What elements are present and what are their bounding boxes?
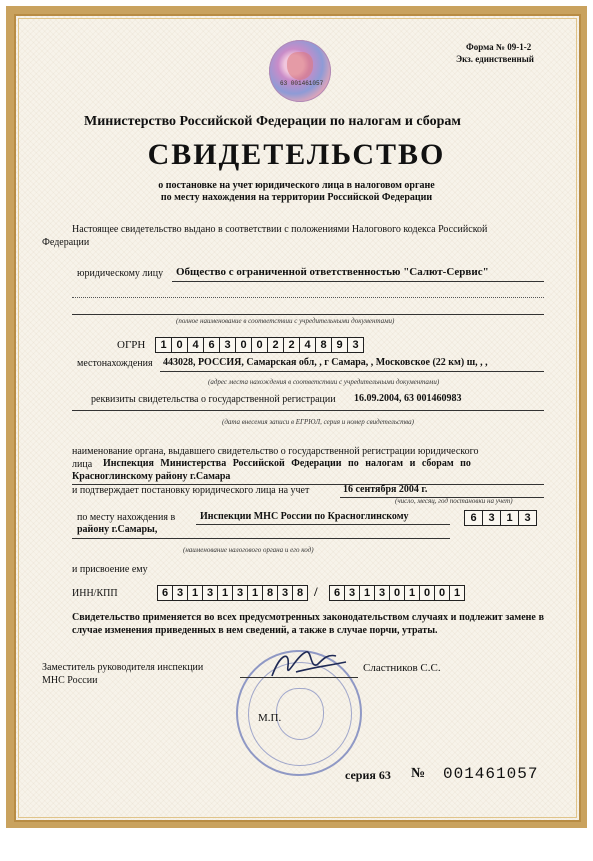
- inn-digit: 8: [262, 585, 277, 601]
- inn-digit-boxes: [157, 585, 308, 601]
- inn-digit: 3: [202, 585, 217, 601]
- tax-office-code-digit: 3: [518, 510, 537, 526]
- inn-kpp-separator: /: [314, 584, 318, 599]
- entity-extra-line-2: [72, 314, 544, 315]
- ogrn-digit: 6: [203, 337, 219, 353]
- signature-line: [240, 677, 358, 678]
- authority-label-line1: наименование органа, выдавшего свидетельство о государственной регистрации юридического: [72, 446, 479, 457]
- signer-position-line2: МНС России: [42, 675, 98, 686]
- ogrn-digit: 8: [315, 337, 331, 353]
- ogrn-digit: 0: [171, 337, 187, 353]
- ogrn-digit: 1: [155, 337, 171, 353]
- page-title: СВИДЕТЕЛЬСТВО: [147, 138, 446, 171]
- tax-office-code-digit: 1: [500, 510, 518, 526]
- inn-digit: 1: [217, 585, 232, 601]
- tax-office-value-line1: Инспекции МНС России по Красноглинскому: [200, 511, 409, 522]
- ogrn-digit: 9: [331, 337, 347, 353]
- ogrn-digit: 2: [267, 337, 283, 353]
- tax-office-label: по месту нахождения в: [77, 512, 176, 523]
- kpp-digit: 1: [404, 585, 419, 601]
- kpp-digit: 3: [374, 585, 389, 601]
- hologram-emblem: [269, 40, 331, 102]
- ogrn-digit: 3: [347, 337, 364, 353]
- subtitle-line2: по месту нахождения на территории Российской Федерации: [160, 192, 433, 203]
- entity-label: юридическому лицу: [77, 268, 164, 279]
- ogrn-digit: 0: [235, 337, 251, 353]
- location-underline: [160, 371, 544, 372]
- hologram-number: 63 001461057: [280, 80, 324, 87]
- confirm-caption: (число, месяц, год постановки на учет): [395, 497, 513, 505]
- kpp-digit: 6: [329, 585, 344, 601]
- serial-label: серия 63: [345, 768, 391, 782]
- ogrn-digit: 0: [251, 337, 267, 353]
- confirm-label: и подтверждает постановку юридического лица на учет: [72, 485, 310, 496]
- ogrn-digit-boxes: [155, 337, 364, 353]
- location-label: местонахождения: [77, 358, 153, 369]
- requisites-value: 16.09.2004, 63 001460983: [354, 393, 462, 404]
- subtitle-line1: о постановке на учет юридического лица в налоговом органе: [158, 180, 435, 191]
- intro-text-line2: Федерации: [42, 237, 90, 248]
- ogrn-digit: 4: [187, 337, 203, 353]
- kpp-digit: 3: [344, 585, 359, 601]
- copy-label: Экз. единственный: [456, 54, 534, 64]
- tax-office-code-digit: 3: [482, 510, 500, 526]
- requisites-caption: (дата внесения записи в ЕГРЮЛ, серия и номер свидетельства): [222, 418, 414, 426]
- inn-digit: 3: [277, 585, 292, 601]
- tax-office-underline-1: [196, 524, 450, 525]
- kpp-digit: 0: [419, 585, 434, 601]
- validity-text: Свидетельство применяется во всех предусмотренных законодательством случаях и подлежит замене в случае изменения приведенных в нем сведений, а также в случае порчи, утраты.: [72, 612, 544, 636]
- authority-prefix: лица: [72, 459, 93, 470]
- ogrn-label: ОГРН: [117, 339, 146, 351]
- tax-office-caption: (наименование налогового органа и его код): [183, 546, 314, 554]
- kpp-digit: 0: [389, 585, 404, 601]
- ogrn-digit: 4: [299, 337, 315, 353]
- kpp-digit: 1: [449, 585, 465, 601]
- kpp-digit: 0: [434, 585, 449, 601]
- inn-kpp-label: ИНН/КПП: [72, 588, 118, 599]
- tax-office-code-boxes: [464, 510, 537, 526]
- entity-underline: [172, 281, 544, 282]
- form-number: Форма № 09-1-2: [466, 42, 532, 52]
- signature: [266, 646, 352, 686]
- location-caption: (адрес места нахождения в соответствии с учредительными документами): [208, 378, 440, 386]
- assign-label: и присвоение ему: [72, 564, 148, 575]
- inn-digit: 3: [172, 585, 187, 601]
- authority-value-line1: Инспекция Министерства Российской Федерации по налогам и сборам по: [103, 458, 471, 469]
- location-value: 443028, РОССИЯ, Самарская обл, , г Самара, , Московское (22 км) ш, , ,: [163, 357, 488, 368]
- confirm-date: 16 сентября 2004 г.: [343, 484, 428, 495]
- intro-text-line1: Настоящее свидетельство выдано в соответствии с положениями Налогового кодекса Российской: [72, 224, 488, 235]
- entity-extra-line-1: [72, 297, 544, 298]
- inn-digit: 1: [187, 585, 202, 601]
- inn-digit: 1: [247, 585, 262, 601]
- authority-value-line2: Красноглинскому району г.Самара: [72, 471, 231, 482]
- tax-office-code-digit: 6: [464, 510, 482, 526]
- requisites-label: реквизиты свидетельства о государственной регистрации: [91, 394, 336, 405]
- seal-label: М.П.: [258, 712, 282, 724]
- tax-office-underline-2: [72, 538, 450, 539]
- ogrn-digit: 3: [219, 337, 235, 353]
- entity-caption: (полное наименование в соответствии с учредительными документами): [176, 317, 395, 325]
- tax-office-value-line2: району г.Самары,: [77, 524, 158, 535]
- ogrn-digit: 2: [283, 337, 299, 353]
- signer-position-line1: Заместитель руководителя инспекции: [42, 662, 204, 673]
- signer-name: Сластников С.С.: [363, 662, 441, 674]
- serial-number: 001461057: [443, 765, 539, 783]
- inn-digit: 8: [292, 585, 308, 601]
- entity-name: Общество с ограниченной ответственностью "Салют-Сервис": [176, 266, 489, 278]
- inn-digit: 3: [232, 585, 247, 601]
- kpp-digit: 1: [359, 585, 374, 601]
- ministry-name: Министерство Российской Федерации по налогам и сборам: [84, 114, 461, 129]
- requisites-underline: [72, 410, 544, 411]
- serial-number-sign: №: [411, 766, 426, 781]
- kpp-digit-boxes: [329, 585, 465, 601]
- inn-digit: 6: [157, 585, 172, 601]
